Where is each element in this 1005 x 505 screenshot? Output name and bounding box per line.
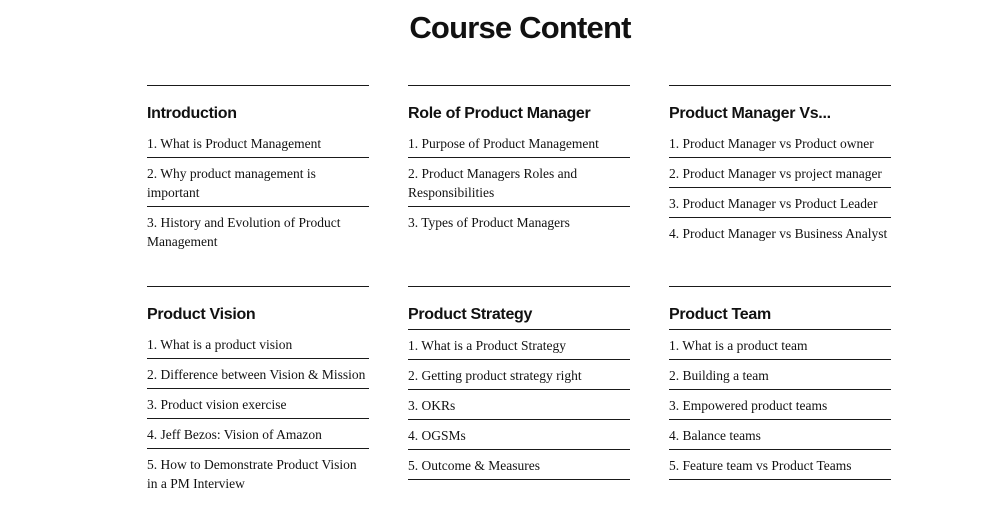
section-heading: Product Team bbox=[669, 306, 771, 323]
section-heading: Product Manager Vs... bbox=[669, 105, 831, 122]
lesson-item[interactable]: 2. Product Managers Roles and Responsibilities bbox=[408, 158, 630, 207]
lesson-item[interactable]: 2. Getting product strategy right bbox=[408, 360, 630, 390]
lesson-item[interactable]: 4. Jeff Bezos: Vision of Amazon bbox=[147, 419, 369, 449]
lesson-item[interactable]: 3. OKRs bbox=[408, 390, 630, 420]
lesson-item[interactable]: 2. Product Manager vs project manager bbox=[669, 158, 891, 188]
lesson-item[interactable]: 4. Product Manager vs Business Analyst bbox=[669, 226, 888, 241]
lesson-list bbox=[669, 329, 891, 480]
lesson-item[interactable]: 1. What is a product team bbox=[669, 330, 891, 360]
section-introduction bbox=[147, 85, 369, 255]
lesson-list bbox=[147, 128, 369, 255]
lesson-item[interactable]: 3. Types of Product Managers bbox=[408, 215, 570, 230]
lesson-item[interactable]: 3. Empowered product teams bbox=[669, 390, 891, 420]
lesson-item[interactable]: 4. Balance teams bbox=[669, 420, 891, 450]
section-product-vision bbox=[147, 286, 369, 497]
lesson-item[interactable]: 1. Purpose of Product Management bbox=[408, 128, 630, 158]
lesson-list bbox=[147, 329, 369, 497]
section-heading: Product Strategy bbox=[408, 306, 533, 323]
section-heading: Role of Product Manager bbox=[408, 105, 591, 122]
lesson-item[interactable]: 5. Feature team vs Product Teams bbox=[669, 450, 891, 480]
lesson-item[interactable]: 2. Building a team bbox=[669, 360, 891, 390]
lesson-list bbox=[669, 128, 891, 247]
section-product-team bbox=[669, 286, 891, 480]
page-title: Course Content bbox=[409, 10, 631, 45]
section-product-strategy bbox=[408, 286, 630, 480]
lesson-item[interactable]: 1. Product Manager vs Product owner bbox=[669, 128, 891, 158]
lesson-item[interactable]: 2. Why product management is important bbox=[147, 158, 369, 207]
section-heading: Product Vision bbox=[147, 306, 256, 323]
lesson-item[interactable]: 1. What is a product vision bbox=[147, 329, 369, 359]
lesson-item[interactable]: 1. What is Product Management bbox=[147, 128, 369, 158]
lesson-item[interactable]: 5. Outcome & Measures bbox=[408, 450, 630, 480]
lesson-item[interactable]: 2. Difference between Vision & Mission bbox=[147, 359, 369, 389]
section-heading: Introduction bbox=[147, 105, 237, 122]
lesson-item[interactable]: 4. OGSMs bbox=[408, 420, 630, 450]
lesson-item[interactable]: 5. How to Demonstrate Product Vision in a PM Interview bbox=[147, 457, 357, 491]
lesson-item[interactable]: 3. History and Evolution of Product Management bbox=[147, 215, 341, 249]
lesson-list bbox=[408, 329, 630, 480]
lesson-item[interactable]: 3. Product Manager vs Product Leader bbox=[669, 188, 891, 218]
section-role-of-product-manager bbox=[408, 85, 630, 236]
lesson-item[interactable]: 3. Product vision exercise bbox=[147, 389, 369, 419]
lesson-item[interactable]: 1. What is a Product Strategy bbox=[408, 330, 630, 360]
lesson-list bbox=[408, 128, 630, 236]
section-product-manager-vs bbox=[669, 85, 891, 247]
